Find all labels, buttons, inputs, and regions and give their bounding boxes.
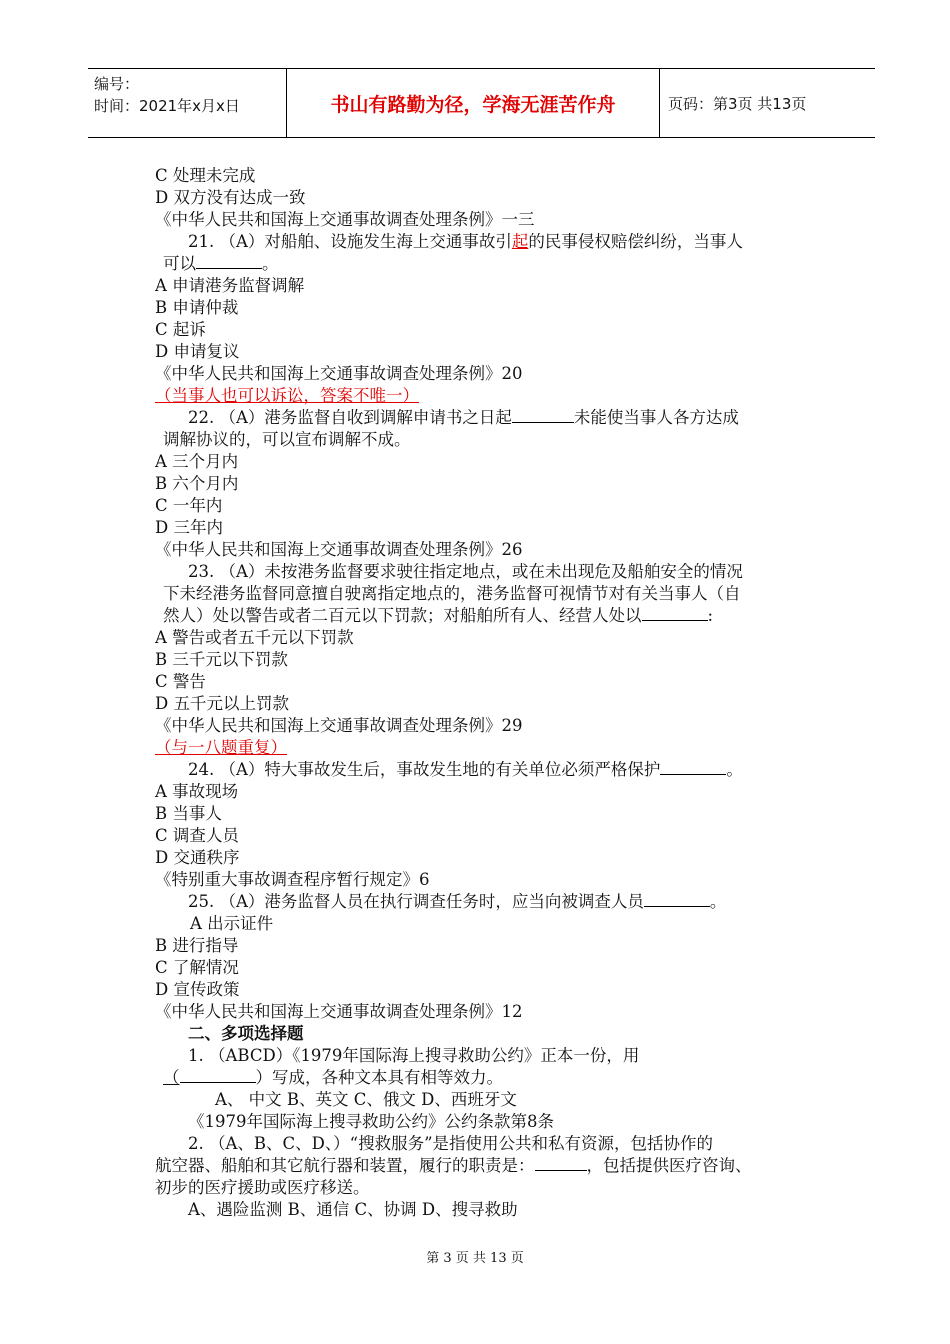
option-line: A、 中文 B、英文 C、俄文 D、西班牙文 <box>215 1090 517 1109</box>
reference-line: 《中华人民共和国海上交通事故调查处理条例》一三 <box>155 210 535 229</box>
question-25 <box>188 892 726 912</box>
reference-line: 《中华人民共和国海上交通事故调查处理条例》29 <box>155 716 523 735</box>
red-note: （当事人也可以诉讼，答案不唯一） <box>155 386 419 405</box>
option-line: C 警告 <box>155 672 206 691</box>
red-note: （与一八题重复） <box>155 738 287 757</box>
option-line: A 出示证件 <box>190 914 274 933</box>
reference-line: 《中华人民共和国海上交通事故调查处理条例》26 <box>155 540 523 559</box>
option-line: A 警告或者五千元以下罚款 <box>155 628 354 647</box>
question-text: 21. （A）对船舶、设施发生海上交通事故引 <box>188 232 512 251</box>
option-line: A 申请港务监督调解 <box>155 276 305 295</box>
answer-blank <box>642 606 708 621</box>
question-line <box>163 606 713 626</box>
question-text: 。 <box>709 892 727 911</box>
option-line: D 宣传政策 <box>155 980 240 999</box>
page-number-label: 页码：第3页 共13页 <box>668 94 807 113</box>
option-line: A、遇险监测 B、通信 C、协调 D、搜寻救助 <box>188 1200 518 1219</box>
reference-line: 《特别重大事故调查程序暂行规定》6 <box>155 870 430 889</box>
question-text: ，包括提供医疗咨询、 <box>586 1156 752 1175</box>
option-line: A 事故现场 <box>155 782 239 801</box>
option-line: C 调查人员 <box>155 826 239 845</box>
question-text: 航空器、船舶和其它航行器和装置，履行的职责是： <box>155 1156 535 1175</box>
reference-line: 《中华人民共和国海上交通事故调查处理条例》20 <box>155 364 523 383</box>
option-line: C 起诉 <box>155 320 206 339</box>
question-line: 调解协议的，可以宣布调解不成。 <box>163 430 411 449</box>
question-text: : <box>707 606 714 625</box>
question-line <box>155 1156 752 1176</box>
option-line: C 了解情况 <box>155 958 239 977</box>
question-line <box>163 254 279 274</box>
page-footer: 第 3 页 共 13 页 <box>426 1251 524 1266</box>
question-23: 23. （A）未按港务监督要求驶往指定地点，或在未出现危及船舶安全的情况 <box>188 562 743 581</box>
option-line: D 五千元以上罚款 <box>155 694 289 713</box>
question-text: 。 <box>262 254 279 273</box>
answer-blank <box>535 1156 587 1171</box>
multi-question-2: 2. （A、B、C、D、）“搜救服务”是指使用公共和私有资源，包括协作的 <box>188 1134 714 1153</box>
time-label: 时间：2021年x月x日 <box>94 97 240 115</box>
option-line: D 双方没有达成一致 <box>155 188 306 207</box>
option-line: B 进行指导 <box>155 936 239 955</box>
question-text: 未能使当事人各方达成 <box>573 408 739 427</box>
option-line: B 当事人 <box>155 804 222 823</box>
question-text: 25. （A）港务监督人员在执行调查任务时，应当向被调查人员 <box>188 892 644 911</box>
page-header <box>88 68 875 138</box>
question-21 <box>188 232 743 252</box>
question-text: 可以 <box>163 254 196 273</box>
highlight-text: 起 <box>511 232 529 251</box>
section-heading: 二、多项选择题 <box>188 1024 304 1043</box>
number-label: 编号： <box>94 75 140 93</box>
question-22 <box>188 408 739 428</box>
option-line: C 处理未完成 <box>155 166 256 185</box>
answer-blank <box>512 408 574 423</box>
question-text: 的民事侵权赔偿纠纷，当事人 <box>528 232 743 251</box>
header-meta <box>88 69 287 137</box>
answer-blank <box>196 254 262 269</box>
reference-line: 《1979年国际海上搜寻救助公约》公约条款第8条 <box>188 1112 554 1131</box>
question-text: ）写成，各种文本具有相等效力。 <box>255 1068 503 1087</box>
question-text: 。 <box>726 760 743 779</box>
option-line: D 申请复议 <box>155 342 240 361</box>
option-line: B 申请仲裁 <box>155 298 239 317</box>
question-line: 下未经港务监督同意擅自驶离指定地点的，港务监督可视情节对有关当事人（自 <box>163 584 741 603</box>
answer-blank <box>660 760 726 775</box>
header-motto: 书山有路勤为径，学海无涯苦作舟 <box>287 69 660 137</box>
option-line: B 六个月内 <box>155 474 239 493</box>
question-24 <box>188 760 743 780</box>
option-line: B 三千元以下罚款 <box>155 650 288 669</box>
question-line: 初步的医疗援助或医疗移送。 <box>155 1178 370 1197</box>
question-line <box>163 1068 503 1088</box>
question-text: 然人）处以警告或者二百元以下罚款；对船舶所有人、经营人处以 <box>163 606 642 625</box>
reference-line: 《中华人民共和国海上交通事故调查处理条例》12 <box>155 1002 523 1021</box>
answer-blank <box>644 892 710 907</box>
question-text: （ <box>163 1068 180 1087</box>
option-line: D 三年内 <box>155 518 223 537</box>
question-text: 22. （A）港务监督自收到调解申请书之日起 <box>188 408 512 427</box>
option-line: A 三个月内 <box>155 452 239 471</box>
multi-question-1: 1. （ABCD）《1979年国际海上搜寻救助公约》正本一份，用 <box>188 1046 640 1065</box>
answer-blank <box>180 1068 256 1083</box>
option-line: C 一年内 <box>155 496 223 515</box>
option-line: D 交通秩序 <box>155 848 240 867</box>
question-text: 24. （A）特大事故发生后，事故发生地的有关单位必须严格保护 <box>188 760 661 779</box>
